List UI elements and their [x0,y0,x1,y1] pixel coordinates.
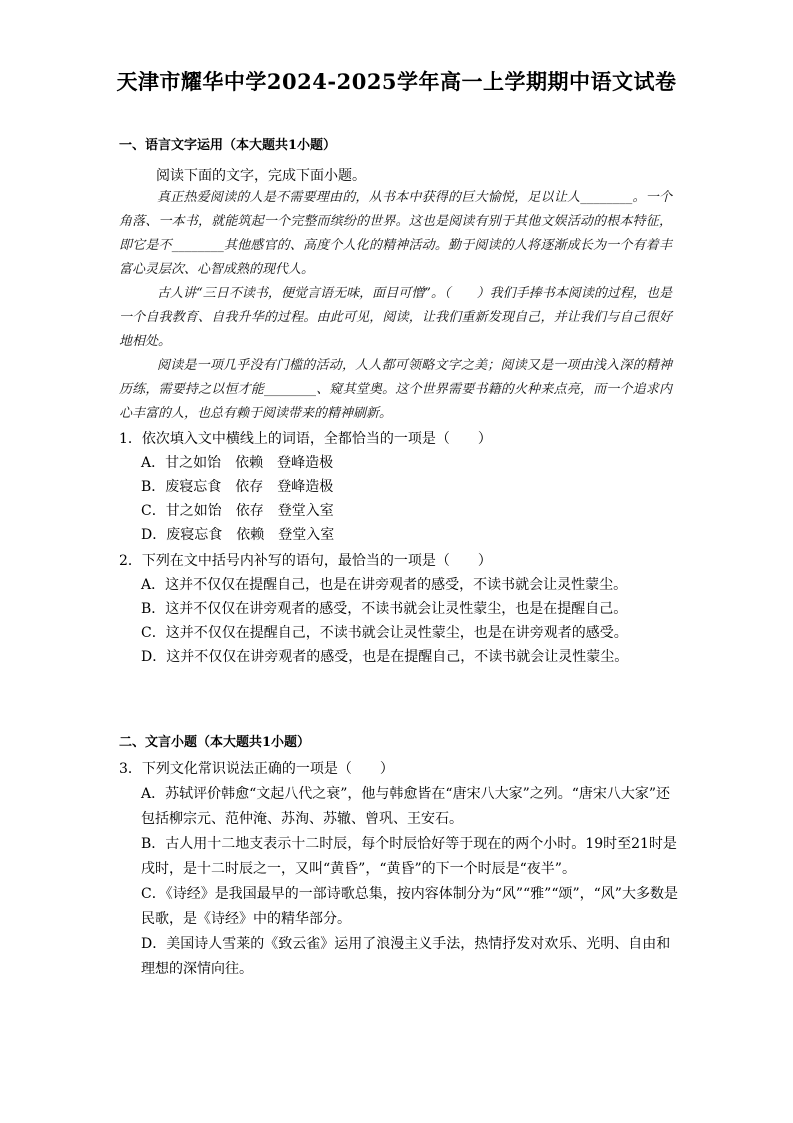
question-stem: 2．下列在文中括号内补写的语句，最恰当的一项是（ ） [119,553,492,569]
option-d[interactable]: D．美国诗人雪莱的《致云雀》运用了浪漫主义手法，热情抒发对欢乐、光明、自由和理想的深情向往。 [141,936,671,977]
option-a[interactable]: A．这并不仅仅在提醒自己，也是在讲旁观者的感受，不读书就会让灵性蒙尘。 [141,577,628,593]
option-b[interactable] [119,475,679,499]
reading-instruction: 阅读下面的文字，完成下面小题。 [156,168,366,184]
option-c[interactable] [119,499,679,523]
page-title: 天津市耀华中学2024-2025学年高一上学期期中语文试卷 [116,69,677,94]
option-word: 登堂入室 [277,503,334,519]
section-2-heading: 二、文言小题（本大题共1小题） [119,735,311,750]
option-a[interactable]: A．苏轼评价韩愈“文起八代之衰”，他与韩愈皆在“唐宋八大家”之列。“唐宋八大家”还包括柳宗元、范仲淹、苏洵、苏辙、曾巩、王安石。 [141,786,671,827]
passage-paragraph: 阅读是一项几乎没有门槛的活动，人人都可领略文字之美；阅读又是一项由浅入深的精神历练，需要持之以恒才能________、窥其堂奥。这个世界需要书籍的火种来点亮，而一个追求内心丰富的人，也总有赖于阅读带来的精神刷新。 [119,358,672,421]
option-word: C．甘之如饴 [141,503,222,519]
option-word: 依存 [235,479,264,495]
question-3 [119,757,679,982]
option-word: 登峰造极 [277,479,334,495]
option-word: B．废寝忘食 [141,479,222,495]
section-1-heading: 一、语言文字运用（本大题共1小题） [119,138,337,153]
passage-paragraph: 古人讲“三日不读书，便觉言语无味，面目可憎”。（ ）我们手捧书本阅读的过程，也是一个自我教育、自我升华的过程。由此可见，阅读，让我们重新发现自己，并让我们与自己很好地相处。 [119,286,672,349]
option-d[interactable]: D．这并不仅仅在讲旁观者的感受，也是在提醒自己，不读书就会让灵性蒙尘。 [141,649,629,665]
option-word: 依赖 [235,455,264,471]
question-1 [119,427,679,547]
option-d[interactable] [119,523,679,547]
question-stem: 3．下列文化常识说法正确的一项是（ ） [119,761,394,777]
option-b[interactable]: B．这并不仅仅在讲旁观者的感受，不读书就会让灵性蒙尘，也是在提醒自己。 [141,601,628,617]
option-word: 登峰造极 [277,455,334,471]
question-2 [119,549,679,669]
option-c[interactable]: C．《诗经》是我国最早的一部诗歌总集，按内容体制分为“风”“雅”“颂”，“风”大多数是民歌，是《诗经》中的精华部分。 [141,886,678,927]
reading-passage [119,186,672,426]
question-stem: 1．依次填入文中横线上的词语，全都恰当的一项是（ ） [119,431,492,447]
option-c[interactable]: C．这并不仅仅在提醒自己，不读书就会让灵性蒙尘，也是在讲旁观者的感受。 [141,625,628,641]
option-a[interactable] [119,451,679,475]
option-word: A．甘之如饴 [141,455,222,471]
option-word: 依赖 [236,527,265,543]
option-word: D．废寝忘食 [141,527,223,543]
option-word: 登堂入室 [278,527,335,543]
option-word: 依存 [235,503,264,519]
passage-paragraph: 真正热爱阅读的人是不需要理由的，从书本中获得的巨大愉悦，足以让人________。一个角落、一本书，就能筑起一个完整而缤纷的世界。这也是阅读有别于其他文娱活动的根本特征，即它是不________其他感官的、高度个人化的精神活动。勤于阅读的人将逐渐成长为一个有着丰富心灵层次、心智成熟的现代人。 [119,190,672,277]
option-b[interactable]: B．古人用十二地支表示十二时辰，每个时辰恰好等于现在的两个小时。19时至21时是戌时，是十二时辰之一，又叫“黄昏”，“黄昏”的下一个时辰是“夜半”。 [141,836,677,877]
